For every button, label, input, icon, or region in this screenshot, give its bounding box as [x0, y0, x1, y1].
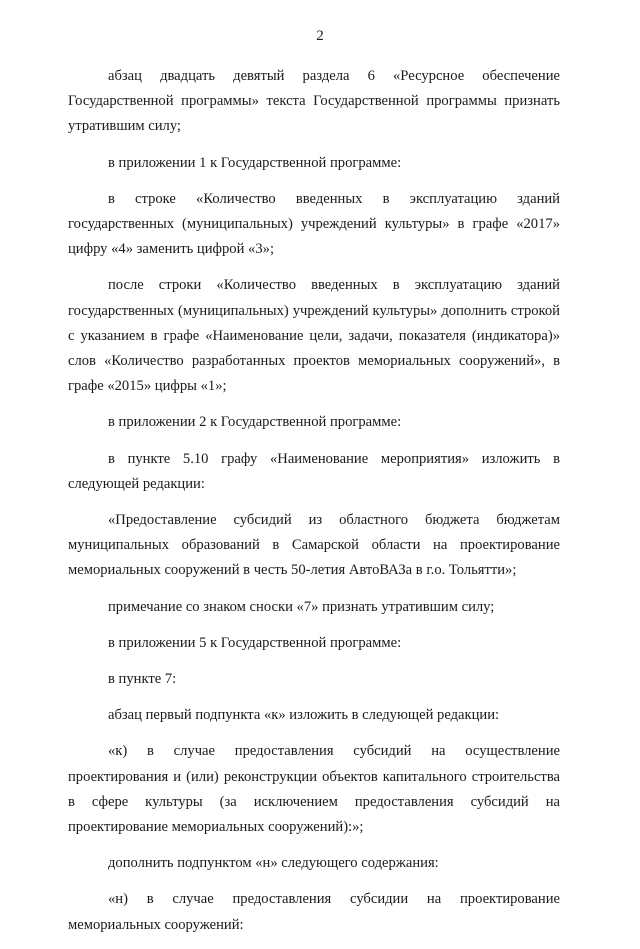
paragraph-4: после строки «Количество введенных в эксплуатацию зданий государственных (муниципальных) учреждений культуры» дополнить строкой с указанием в графе «Наименование цели, задачи, показателя (индикатора)» слов «Количество разработанных проектов мемориальных сооружений», в графе «2015» цифры «1»;: [68, 277, 560, 395]
paragraph-5: в приложении 2 к Государственной программе:: [108, 414, 402, 431]
paragraph-2: в приложении 1 к Государственной программе:: [108, 154, 402, 171]
paragraph-11: абзац первый подпункта «к» изложить в следующей редакции:: [108, 707, 500, 724]
document-body: [68, 64, 560, 949]
paragraph-14: «н) в случае предоставления субсидии на проектирование мемориальных сооружений:: [68, 891, 560, 933]
paragraph-7: «Предоставление субсидий из областного бюджета бюджетам муниципальных образований в Самарской области на проектирование мемориальных сооружений в честь 50-летия АвтоВАЗа в г.о. Тольятти»;: [68, 512, 560, 579]
paragraph-1: абзац двадцать девятый раздела 6 «Ресурсное обеспечение Государственной программы» текста Государственной программы признать утратившим силу;: [68, 68, 560, 135]
paragraph-12: «к) в случае предоставления субсидий на осуществление проектирования и (или) реконструкции объектов капитального строительства в сфере культуры (за исключением предоставления субсидий на проектирование мемориальных сооружений):»;: [68, 743, 560, 836]
paragraph-8: примечание со знаком сноски «7» признать утратившим силу;: [108, 598, 495, 615]
paragraph-13: дополнить подпунктом «н» следующего содержания:: [108, 855, 439, 872]
paragraph-6: в пункте 5.10 графу «Наименование мероприятия» изложить в следующей редакции:: [68, 450, 560, 492]
paragraph-9: в приложении 5 к Государственной программе:: [108, 634, 402, 651]
paragraph-3: в строке «Количество введенных в эксплуатацию зданий государственных (муниципальных) учреждений культуры» в графе «2017» цифру «4» заменить цифрой «3»;: [68, 190, 560, 258]
page-number: 2: [316, 28, 324, 44]
paragraph-10: в пункте 7:: [108, 671, 177, 688]
